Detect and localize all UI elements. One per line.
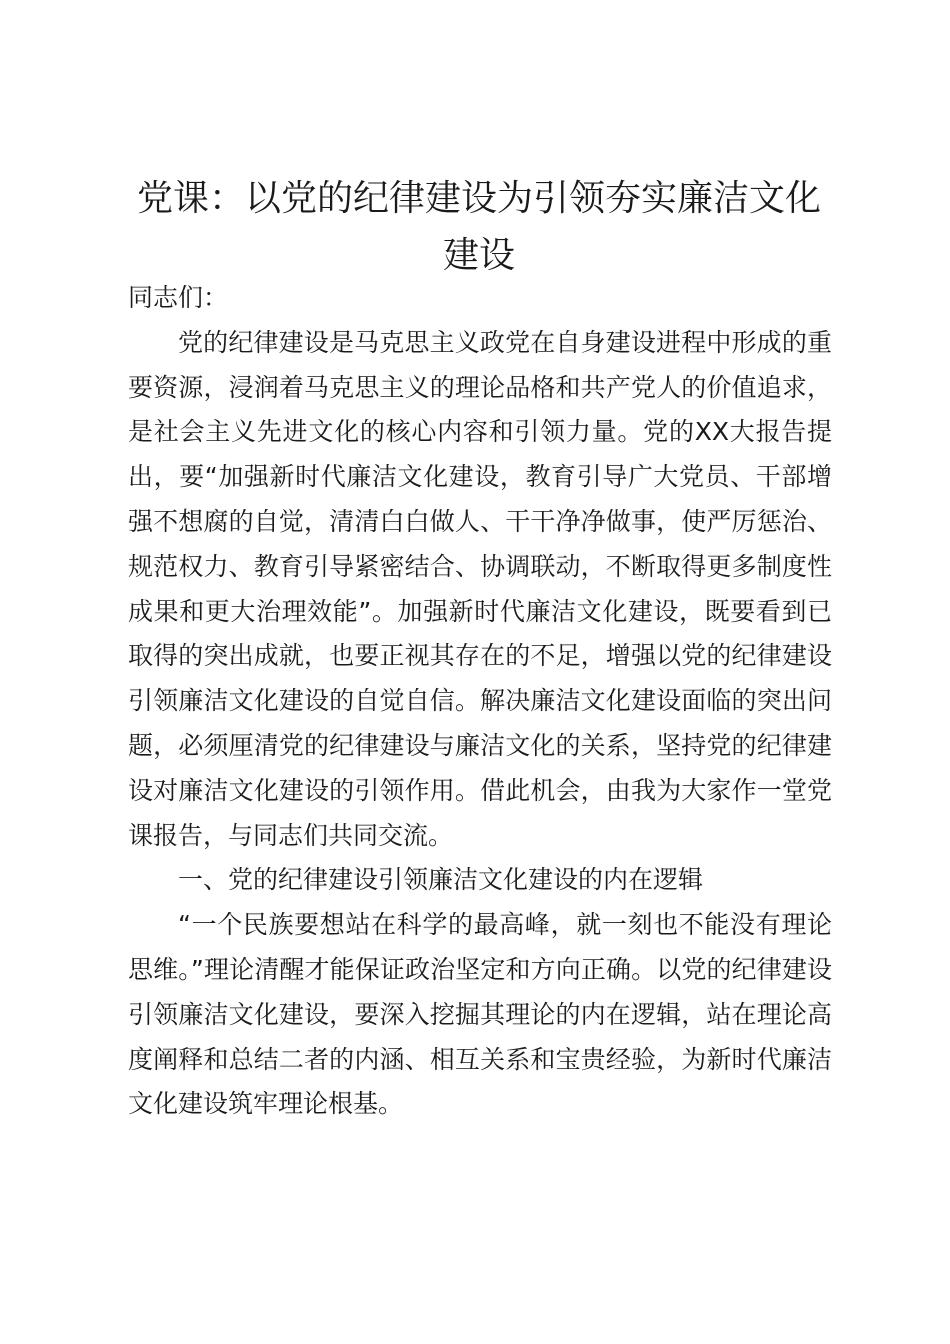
section-heading-1: 一、党的纪律建设引领廉洁文化建设的内在逻辑	[178, 865, 704, 895]
document-title: 党课：以党的纪律建设为引领夯实廉洁文化建设	[136, 178, 821, 276]
document-body	[128, 276, 832, 1127]
paragraph-section-1: “一个民族要想站在科学的最高峰，就一刻也不能没有理论思维。”理论清醒才能保证政治坚定和方向正确。以党的纪律建设引领廉洁文化建设，要深入挖掘其理论的内在逻辑，站在理论高度阐释和总结二者的内涵、相互关系和宝贵经验，为新时代廉洁文化建设筑牢理论根基。	[128, 910, 832, 1119]
salutation: 同志们：	[128, 283, 229, 312]
paragraph-intro: 党的纪律建设是马克思主义政党在自身建设进程中形成的重要资源，浸润着马克思主义的理论品格和共产党人的价值追求，是社会主义先进文化的核心内容和引领力量。党的XX大报告提出，要“加强新时代廉洁文化建设，教育引导广大党员、干部增强不想腐的自觉，清清白白做人、干干净净做事，使严厉惩治、规范权力、教育引导紧密结合、协调联动，不断取得更多制度性成果和更大治理效能”。加强新时代廉洁文化建设，既要看到已取得的突出成就，也要正视其存在的不足，增强以党的纪律建设引领廉洁文化建设的自觉自信。解决廉洁文化建设面临的突出问题，必须厘清党的纪律建设与廉洁文化的关系，坚持党的纪律建设对廉洁文化建设的引领作用。借此机会，由我为大家作一堂党课报告，与同志们共同交流。	[128, 327, 832, 850]
